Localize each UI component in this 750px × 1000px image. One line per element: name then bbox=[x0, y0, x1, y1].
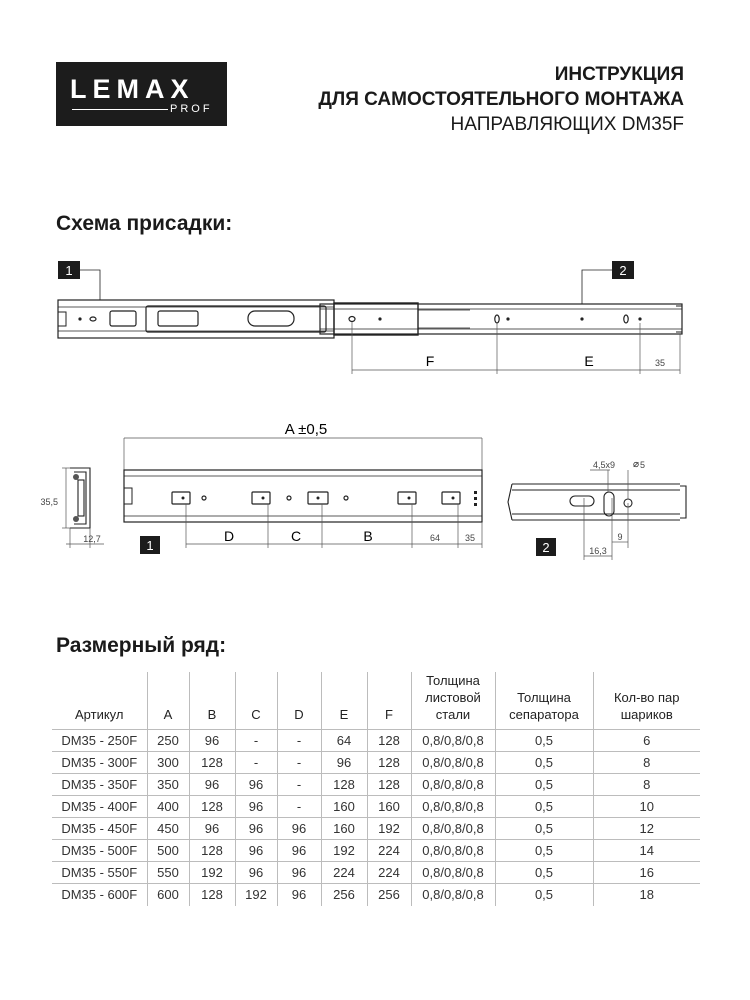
dim-d-label: D bbox=[223, 528, 235, 544]
table-header-row bbox=[52, 672, 700, 730]
table-row: DM35 - 300F 300 128 - - 96 128 0,8/0,8/0,8 0,5 8 bbox=[52, 752, 700, 774]
table-row: DM35 - 350F 350 96 96 - 128 128 0,8/0,8/0,8 0,5 8 bbox=[52, 774, 700, 796]
diameter-symbol: ⌀ bbox=[633, 459, 640, 470]
section-title-size-range: Размерный ряд: bbox=[56, 634, 227, 657]
dim-e-label: E bbox=[584, 353, 594, 369]
mounting-hole bbox=[202, 496, 206, 500]
logo-sub-text: PROF bbox=[170, 103, 213, 115]
col-header-f: F bbox=[367, 672, 411, 730]
title-line-3: НАПРАВЛЯЮЩИХ DM35F bbox=[450, 114, 684, 135]
title-line-2: ДЛЯ САМОСТОЯТЕЛЬНОГО МОНТАЖА bbox=[318, 89, 684, 110]
dim-35-bottom-label: 35 bbox=[464, 533, 476, 543]
slot-vertical bbox=[604, 492, 614, 516]
table-row: DM35 - 500F 500 128 96 96 192 224 0,8/0,8/0,8 0,5 14 bbox=[52, 840, 700, 862]
table-row: DM35 - 600F 600 128 192 96 256 256 0,8/0,8/0,8 0,5 18 bbox=[52, 884, 700, 906]
dim-a-label: A ±0,5 bbox=[284, 421, 328, 438]
dim-b-label: B bbox=[363, 528, 373, 544]
mounting-slot bbox=[172, 492, 190, 504]
col-header-e: E bbox=[321, 672, 367, 730]
callout-badge-1-bottom-label: 1 bbox=[146, 538, 154, 553]
dim-width-label: 12,7 bbox=[83, 534, 101, 544]
col-header-article: Артикул bbox=[75, 707, 124, 722]
dim-f-label: F bbox=[425, 353, 435, 369]
col-header-separator-thickness: Толщина сепаратора bbox=[495, 672, 593, 730]
table-row: DM35 - 250F 250 96 - - 64 128 0,8/0,8/0,8 0,5 6 bbox=[52, 730, 700, 752]
mounting-hole bbox=[344, 496, 348, 500]
col-header-b: B bbox=[189, 672, 235, 730]
dim-163-label: 16,3 bbox=[589, 546, 607, 556]
dim-9-label: 9 bbox=[617, 532, 623, 542]
dim-35-label: 35 bbox=[654, 358, 666, 368]
table-row: DM35 - 400F 400 128 96 - 160 160 0,8/0,8/0,8 0,5 10 bbox=[52, 796, 700, 818]
rail-detail-2 bbox=[508, 484, 686, 520]
dim-c-label: C bbox=[290, 528, 302, 544]
dim-height-label: 35,5 bbox=[40, 497, 58, 507]
size-range-table bbox=[52, 672, 700, 906]
title-line-1: ИНСТРУКЦИЯ bbox=[554, 64, 684, 85]
col-header-steel-thickness: Толщина листовой стали bbox=[411, 672, 495, 730]
mounting-hole bbox=[287, 496, 291, 500]
callout-badge-2-bottom-label: 2 bbox=[542, 540, 550, 555]
callout-badge-2-label: 2 bbox=[619, 263, 627, 278]
dim-hole-diameter-label: 5 bbox=[640, 460, 646, 470]
section-title-drilling-scheme: Схема присадки: bbox=[56, 212, 233, 235]
slot-45x9 bbox=[570, 496, 594, 506]
outer-rail-side-view bbox=[124, 470, 482, 522]
mounting-slot bbox=[398, 492, 416, 504]
dim-64-label: 64 bbox=[429, 533, 441, 543]
col-header-c: C bbox=[235, 672, 277, 730]
mounting-slot bbox=[442, 492, 460, 504]
col-header-ball-pairs: Кол-во пар шариков bbox=[593, 672, 700, 730]
dim-slot-size-label: 4,5x9 bbox=[592, 460, 616, 470]
col-header-a: A bbox=[147, 672, 189, 730]
col-header-d: D bbox=[277, 672, 321, 730]
callout-badge-1-label: 1 bbox=[65, 263, 73, 278]
mounting-slot bbox=[252, 492, 270, 504]
table-row: DM35 - 550F 550 192 96 96 224 224 0,8/0,8/0,8 0,5 16 bbox=[52, 862, 700, 884]
logo-brand-text: LEMAX bbox=[70, 74, 195, 104]
table-row: DM35 - 450F 450 96 96 96 160 192 0,8/0,8/0,8 0,5 12 bbox=[52, 818, 700, 840]
